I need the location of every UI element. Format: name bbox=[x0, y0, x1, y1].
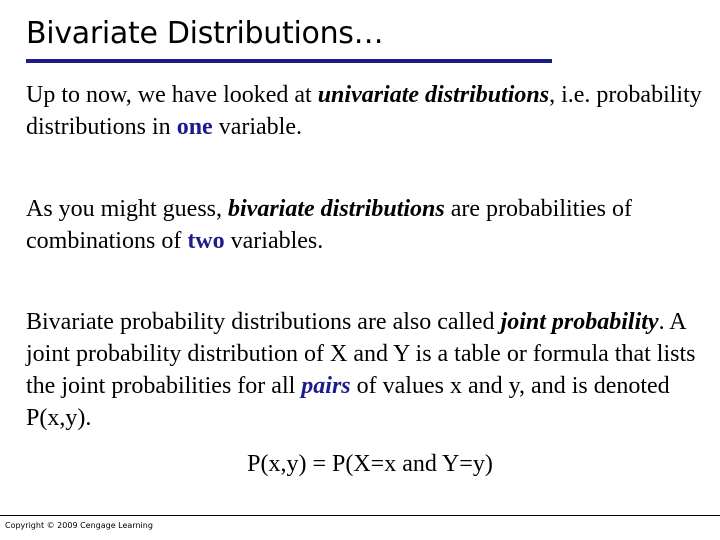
p3-text-2: . A joint probability distribution of X and Y is a table or formula that lists the joint probabilities for all bbox=[26, 309, 696, 399]
p1-text-2: , i.e. probability distributions in bbox=[26, 82, 702, 140]
p1-term-univariate: univariate distributions bbox=[317, 82, 550, 108]
p2-emphasis-two: two bbox=[187, 228, 225, 254]
formula-joint-probability: P(x,y) = P(X=x and Y=y) bbox=[247, 451, 493, 477]
p3-text-1: Bivariate probability distributions are also called bbox=[26, 309, 501, 335]
p1-text-1: Up to now, we have looked at bbox=[26, 82, 318, 108]
p2-text-3: variables. bbox=[224, 228, 324, 254]
p1-emphasis-one: one bbox=[176, 114, 213, 140]
p2-term-bivariate: bivariate distributions bbox=[228, 196, 445, 222]
copyright-footer: Copyright © 2009 Cengage Learning bbox=[5, 521, 153, 530]
p3-term-joint-probability: joint probability bbox=[500, 309, 659, 335]
p2-text-2: are probabilities of combinations of bbox=[26, 196, 632, 254]
p2-text-1: As you might guess, bbox=[26, 196, 229, 222]
paragraph-univariate bbox=[26, 79, 706, 143]
slide-title: Bivariate Distributions… bbox=[26, 16, 384, 51]
p3-emphasis-pairs: pairs bbox=[301, 373, 351, 399]
paragraph-joint-probability bbox=[26, 306, 711, 434]
footer-divider bbox=[0, 515, 720, 516]
p3-text-3: of values x and y, and is denoted P(x,y). bbox=[26, 373, 670, 431]
title-underline bbox=[26, 59, 552, 63]
paragraph-bivariate bbox=[26, 193, 711, 257]
p1-text-3: variable. bbox=[212, 114, 302, 140]
